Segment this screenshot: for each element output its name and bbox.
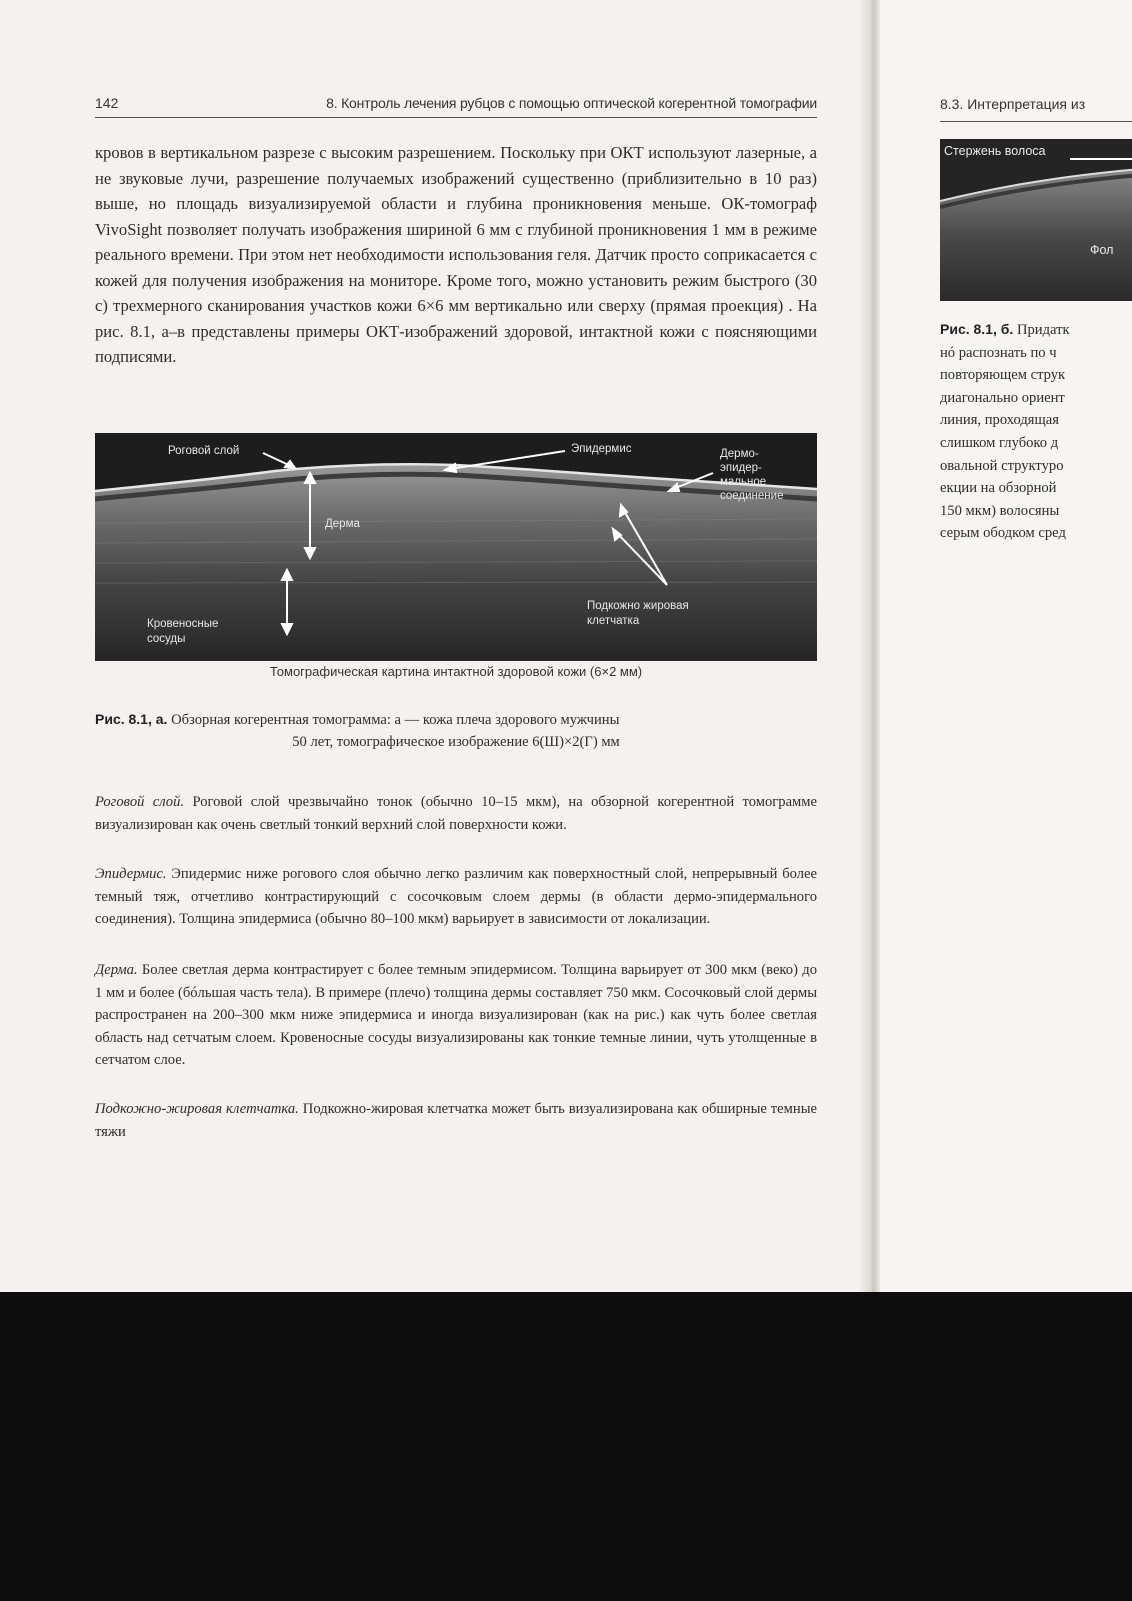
section-dermis — [95, 959, 817, 1072]
section-text: Эпидермис ниже рогового слоя обычно легко различим как поверхностный слой, непрерывный более темный тяж, отчетливо контрастирующий с сосочковым слоем дермы (в области дермо-эпидермального соединения). Толщина эпидермиса (обычно 80–100 мкм) варьирует в зависимости от локализации. — [95, 866, 817, 927]
book-spine-shadow — [858, 0, 880, 1292]
scan-dark-margin — [0, 1292, 1132, 1601]
hair-tomogram-image — [940, 139, 1132, 301]
section-lead: Эпидермис. — [95, 866, 167, 882]
caption-line: диагонально ориент — [940, 389, 1065, 406]
caption-line: линия, проходящая — [940, 412, 1059, 429]
caption-line: нó распознать по ч — [940, 344, 1057, 361]
label-follicle: Фол — [1090, 243, 1114, 257]
intro-paragraph: кровов в вертикальном разрезе с высоким разрешением. Поскольку при ОКТ используют лазерные, а не звуковые лучи, разрешение получаемых изображений существенно (приблизительно в 10 раз) выше, но площадь визуализируемой области и глубина проникновения меньше. ОК-томограф VivoSight позволяет получать изображения шириной 6 мм с глубиной проникновения 1 мм в режиме реального времени. При этом нет необходимости использования геля. Датчик просто соприкасается с кожей для получения изображения на мониторе. Кроме того, можно установить режим быстрого (30 с) трехмерного сканирования участков кожи 6×6 мм вертикально или сверху (прямая проекция) . На рис. 8.1, а–в представлены примеры ОКТ-изображений здоровой, интактной кожи с поясняющими подписями. — [95, 143, 817, 366]
section-epidermis — [95, 863, 817, 931]
oct-tomogram-figure — [95, 433, 817, 661]
caption-line: 150 мкм) волосяны — [940, 502, 1060, 519]
section-text: Более светлая дерма контрастирует с более темным эпидермисом. Толщина варьирует от 300 мкм (веко) до 1 мм и более (бóльшая часть тела). В примере (плечо) толщина дермы составляет 750 мкм. Сосочковый слой дермы распространен на 200–300 мкм ниже эпидермиса и иногда визуализирован (как на рис.) как чуть более светлая область над сетчатым слоем. Кровеносные сосуды визуализированы как тонкие темные линии, чуть утолщенные в сетчатом слое. — [95, 962, 817, 1068]
caption-line: повторяющем струк — [940, 367, 1066, 384]
section-lead: Дерма. — [95, 962, 138, 978]
right-figure-caption — [940, 318, 1132, 545]
label-dej-line-2: эпидер- — [720, 462, 762, 474]
figure-ref: Рис. 8.1, а. — [95, 711, 168, 727]
section-lead: Подкожно-жировая клетчатка. — [95, 1101, 299, 1117]
label-dej-line-3: мальное — [720, 476, 767, 488]
right-page — [880, 0, 1132, 1292]
label-fat-line-2: клетчатка — [587, 615, 640, 627]
image-caption: Томографическая картина интактной здоровой кожи (6×2 мм) — [269, 664, 643, 679]
label-dej-line-4: соединение — [720, 490, 784, 502]
section-lead: Роговой слой. — [95, 794, 185, 810]
running-header — [95, 93, 817, 118]
label-hair-shaft: Стержень волоса — [944, 144, 1046, 158]
label-vessels-line-1: Кровеносные — [147, 618, 219, 630]
caption-line: Рис. 8.1, б. Придатк — [940, 321, 1070, 338]
caption-line-1: Обзорная когерентная томограмма: а — кожа плеча здорового мужчины — [167, 712, 620, 728]
label-vessels-line-2: сосуды — [147, 633, 186, 645]
label-epidermis: Эпидермис — [571, 443, 632, 455]
section-text: Подкожно-жировая клетчатка может быть визуализирована как обширные темные тяжи — [95, 1101, 817, 1140]
label-dermis: Дерма — [325, 518, 360, 530]
label-fat-line-1: Подкожно жировая — [587, 600, 689, 612]
figure-ref: Рис. 8.1, б. — [940, 321, 1014, 337]
header-rule — [940, 121, 1132, 122]
page-number: 142 — [95, 95, 119, 111]
caption-line-2: 50 лет, томографическое изображение 6(Ш)×2(Г) мм — [292, 734, 620, 750]
caption-line: овальной структуро — [940, 457, 1064, 474]
section-stratum-corneum — [95, 791, 817, 836]
caption-line: екции на обзорной — [940, 480, 1057, 497]
hair-tomogram-figure — [940, 139, 1132, 301]
section-subcutaneous-fat — [95, 1098, 817, 1143]
chapter-title: 8. Контроль лечения рубцов с помощью оптической когерентной томографии — [326, 95, 817, 111]
caption-line: серым ободком сред — [940, 525, 1066, 542]
caption-line: слишком глубоко д — [940, 434, 1059, 451]
label-dej-line-1: Дермо- — [720, 448, 759, 460]
label-stratum-corneum: Роговой слой — [168, 445, 240, 457]
figure-caption — [95, 708, 817, 753]
right-running-header: 8.3. Интерпретация из — [940, 96, 1086, 112]
section-text: Роговой слой чрезвычайно тонок (обычно 10–15 мкм), на обзорной когерентной томограмме визуализирован как очень светлый тонкий верхний слой поверхности кожи. — [95, 794, 817, 833]
